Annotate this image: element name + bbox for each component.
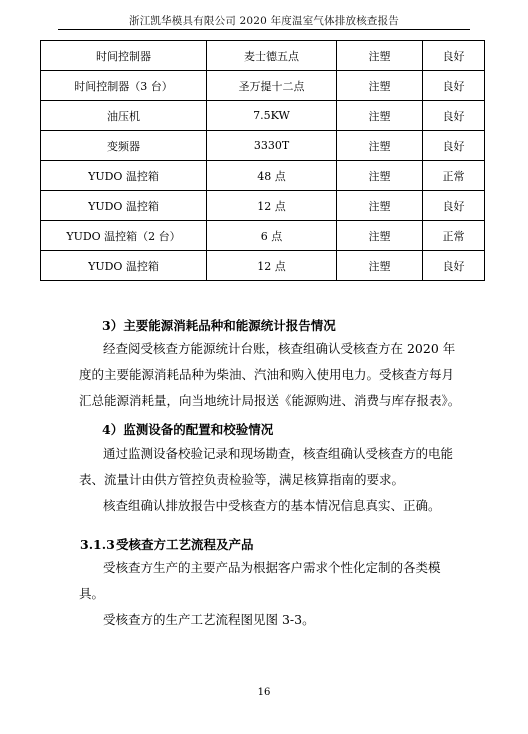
table-cell: 良好 xyxy=(423,131,485,161)
table-cell: 圣万提十二点 xyxy=(207,71,337,101)
table-row xyxy=(41,251,485,281)
equipment-table xyxy=(40,40,485,281)
text-line: 具。 xyxy=(79,586,105,601)
table-cell: 48 点 xyxy=(207,161,337,191)
table-cell: 正常 xyxy=(423,221,485,251)
table-row xyxy=(41,191,485,221)
table-row xyxy=(41,221,485,251)
table-row xyxy=(41,41,485,71)
table-cell: 正常 xyxy=(423,161,485,191)
table-cell: 良好 xyxy=(423,71,485,101)
table-cell: 注塑 xyxy=(337,131,423,161)
section-number: 3.1.3 xyxy=(80,537,115,552)
table-cell: 时间控制器（3 台） xyxy=(41,71,207,101)
table-cell: YUDO 温控箱（2 台） xyxy=(41,221,207,251)
table-cell: 注塑 xyxy=(337,161,423,191)
table-cell: 7.5KW xyxy=(207,101,337,131)
table-cell: 麦士德五点 xyxy=(207,41,337,71)
text-line: 汇总能源消耗量，向当地统计局报送《能源购进、消费与库存报表》。 xyxy=(79,393,461,408)
table-cell: YUDO 温控箱 xyxy=(41,251,207,281)
section-heading-energy: 3）主要能源消耗品种和能源统计报告情况 xyxy=(102,318,336,333)
table-cell: 注塑 xyxy=(337,101,423,131)
section-heading-process xyxy=(80,535,254,553)
text-line: 表、流量计由供方管控负责检验等，满足核算指南的要求。 xyxy=(79,472,405,487)
table-cell: 6 点 xyxy=(207,221,337,251)
text-line: 受核查方的生产工艺流程图见图 3-3。 xyxy=(103,612,315,627)
text-line: 核查组确认排放报告中受核查方的基本情况信息真实、正确。 xyxy=(103,498,441,513)
table-cell: 油压机 xyxy=(41,101,207,131)
page-header: 浙江凯华模具有限公司 2020 年度温室气体排放核查报告 xyxy=(129,15,399,27)
table-cell: 注塑 xyxy=(337,71,423,101)
table-row xyxy=(41,71,485,101)
table-cell: 注塑 xyxy=(337,41,423,71)
paragraph-products xyxy=(79,555,463,633)
text-line: 度的主要能源消耗品种为柴油、汽油和购入使用电力。受核查方每月 xyxy=(79,367,455,382)
table-cell: 3330T xyxy=(207,131,337,161)
paragraph-monitoring xyxy=(79,441,463,519)
table-cell: 注塑 xyxy=(337,221,423,251)
section-heading-monitoring: 4）监测设备的配置和校验情况 xyxy=(102,422,274,437)
header-rule xyxy=(58,29,470,30)
text-line: 经查阅受核查方能源统计台账，核查组确认受核查方在 2020 年 xyxy=(103,341,456,356)
table-cell: 良好 xyxy=(423,191,485,221)
table-row xyxy=(41,161,485,191)
table-cell: 12 点 xyxy=(207,191,337,221)
page-number: 16 xyxy=(257,687,271,698)
table-cell: 时间控制器 xyxy=(41,41,207,71)
table-cell: 注塑 xyxy=(337,251,423,281)
text-line: 受核查方生产的主要产品为根据客户需求个性化定制的各类模 xyxy=(103,560,441,575)
table-cell: 注塑 xyxy=(337,191,423,221)
table-cell: YUDO 温控箱 xyxy=(41,161,207,191)
table-cell: 良好 xyxy=(423,251,485,281)
table-cell: 变频器 xyxy=(41,131,207,161)
table-row xyxy=(41,101,485,131)
table-cell: 12 点 xyxy=(207,251,337,281)
table-cell: 良好 xyxy=(423,41,485,71)
section-title: 受核查方工艺流程及产品 xyxy=(116,537,254,552)
text-line: 通过监测设备校验记录和现场勘查，核查组确认受核查方的电能 xyxy=(103,446,454,461)
table-cell: YUDO 温控箱 xyxy=(41,191,207,221)
table-row xyxy=(41,131,485,161)
paragraph-energy xyxy=(79,336,463,414)
table-cell: 良好 xyxy=(423,101,485,131)
